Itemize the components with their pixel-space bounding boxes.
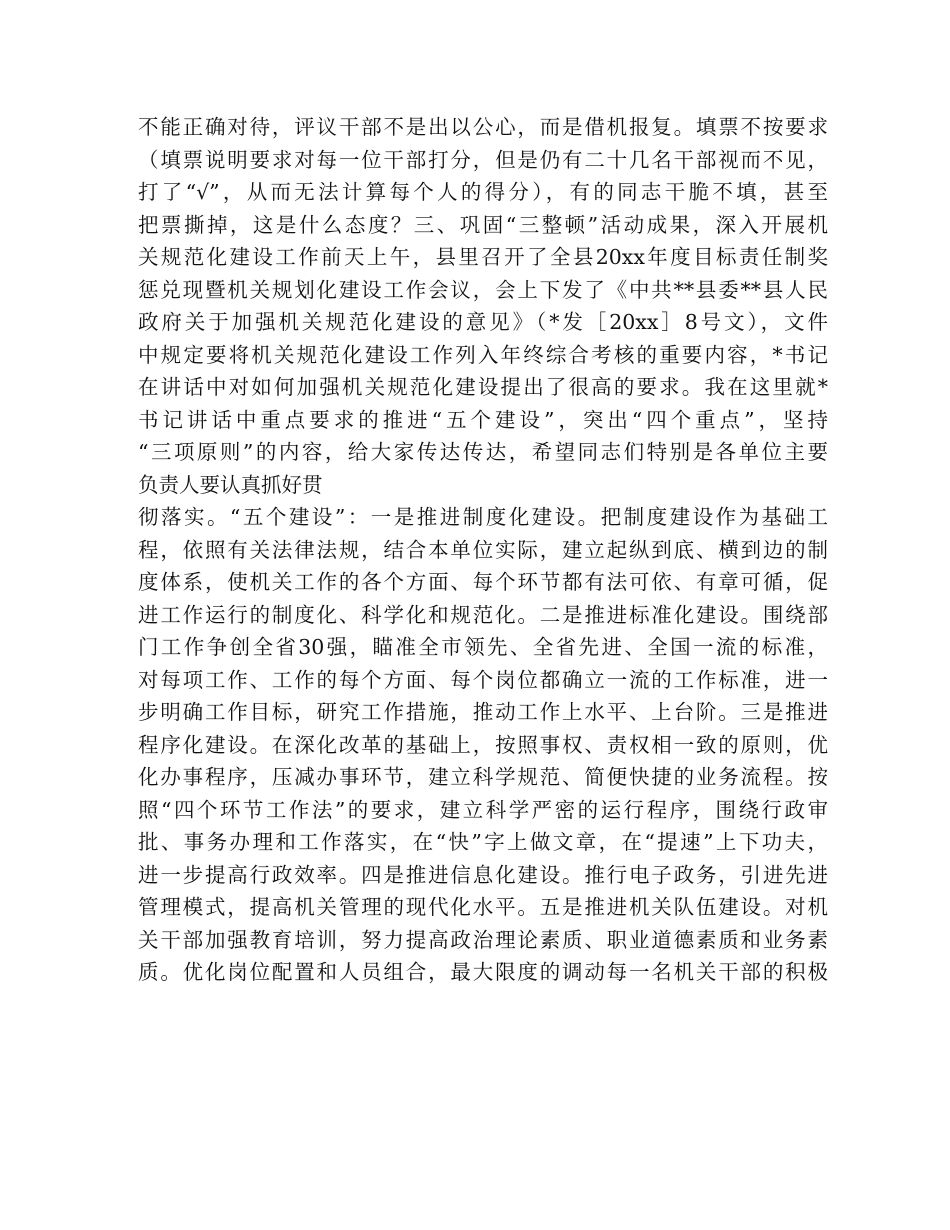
text-line: “三项原则”的内容，给大家传达传达，希望同志们特别是各单位主要 <box>138 440 828 464</box>
text-line: 关规范化建设工作前天上午，县里召开了全县20xx年度目标责任制奖 <box>138 245 828 269</box>
text-line: 程序化建设。在深化改革的基础上，按照事权、责权相一致的原则，优 <box>138 732 828 757</box>
text-line: 门工作争创全省30强，瞄准全市领先、全省先进、全国一流的标准， <box>138 635 828 659</box>
text-line: 彻落实。“五个建设”：一是推进制度化建设。把制度建设作为基础工 <box>138 505 828 529</box>
text-line: 把票撕掉，这是什么态度？三、巩固“三整顿”活动成果，深入开展机 <box>138 212 828 237</box>
body-text <box>138 111 828 989</box>
text-line: 对每项工作、工作的每个方面、每个岗位都确立一流的工作标准，进一 <box>138 667 828 692</box>
text-line: 批、事务办理和工作落实，在“快”字上做文章，在“提速”上下功夫， <box>138 830 828 854</box>
text-line: 政府关于加强机关规范化建设的意见》（*发［20xx］8号文），文件 <box>138 310 828 334</box>
text-line: 照“四个环节工作法”的要求，建立科学严密的运行程序，围绕行政审 <box>138 797 828 822</box>
text-line: 化办事程序，压减办事环节，建立科学规范、简便快捷的业务流程。按 <box>138 765 828 789</box>
text-line: 关干部加强教育培训，努力提高政治理论素质、职业道德素质和业务素 <box>138 927 828 952</box>
text-line: 进工作运行的制度化、科学化和规范化。二是推进标准化建设。围绕部 <box>138 602 828 627</box>
text-line: 进一步提高行政效率。四是推进信息化建设。推行电子政务，引进先进 <box>138 862 828 887</box>
text-line: 打了“√”，从而无法计算每个人的得分），有的同志干脆不填，甚至 <box>138 180 828 204</box>
text-line: 在讲话中对如何加强机关规范化建设提出了很高的要求。我在这里就* <box>138 375 828 399</box>
text-line: 管理模式，提高机关管理的现代化水平。五是推进机关队伍建设。对机 <box>138 895 828 919</box>
text-line: 质。优化岗位配置和人员组合，最大限度的调动每一名机关干部的积极 <box>138 960 828 984</box>
text-line: 不能正确对待，评议干部不是出以公心，而是借机报复。填票不按要求 <box>138 115 828 139</box>
text-line: 书记讲话中重点要求的推进“五个建设”，突出“四个重点”，坚持 <box>138 407 828 432</box>
text-line: 度体系，使机关工作的各个方面、每个环节都有法可依、有章可循，促 <box>138 570 828 594</box>
text-line: 中规定要将机关规范化建设工作列入年终综合考核的重要内容，*书记 <box>138 342 828 367</box>
text-line: 惩兑现暨机关规划化建设工作会议，会上下发了《中共**县委**县人民 <box>138 277 828 302</box>
text-line: （填票说明要求对每一位干部打分，但是仍有二十几名干部视而不见， <box>138 147 828 172</box>
text-line: 负责人要认真抓好贯 <box>138 472 323 497</box>
text-line: 步明确工作目标，研究工作措施，推动工作上水平、上台阶。三是推进 <box>138 700 828 724</box>
text-line: 程，依照有关法律法规，结合本单位实际，建立起纵到底、横到边的制 <box>138 537 828 562</box>
